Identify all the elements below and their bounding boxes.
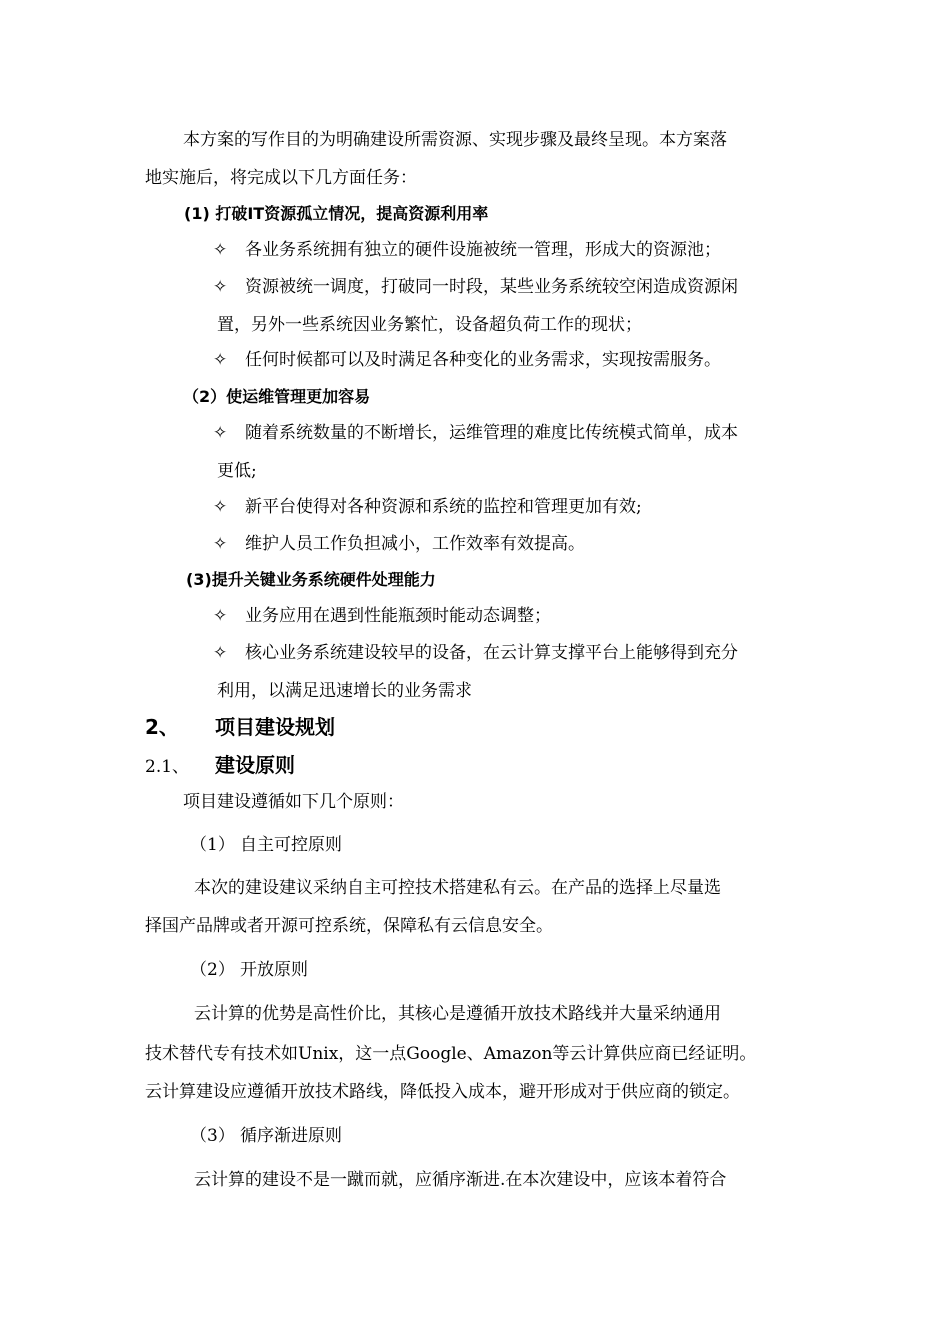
bullet-icon: ✧ — [213, 423, 228, 443]
bullet-icon: ✧ — [213, 606, 228, 626]
section-2-heading: 2、 项目建设规划 — [145, 715, 335, 739]
task1-heading: (1) 打破IT资源孤立情况，提高资源利用率 — [184, 204, 489, 223]
principle-3-heading: （3） 循序渐进原则 — [190, 1126, 342, 1146]
task3-bullet-2-cont: 利用，以满足迅速增长的业务需求 — [217, 681, 472, 701]
task1-bullet-1: ✧ 各业务系统拥有独立的硬件设施被统一管理，形成大的资源池； — [213, 240, 721, 260]
principle-1-line-1: 本次的建设建议采纳自主可控技术搭建私有云。在产品的选择上尽量选 — [194, 878, 721, 898]
task3-bullet-1: ✧ 业务应用在遇到性能瓶颈时能动态调整； — [213, 606, 551, 626]
principle-3-line-1: 云计算的建设不是一蹴而就，应循序渐进.在本次建设中，应该本着符合 — [194, 1170, 727, 1190]
task2-bullet-3: ✧ 维护人员工作负担减小，工作效率有效提高。 — [213, 534, 585, 554]
task2-bullet-1-cont: 更低; — [217, 461, 257, 481]
task1-bullet-2-cont: 置，另外一些系统因业务繁忙，设备超负荷工作的现状； — [217, 315, 642, 335]
principle-2-line-3: 云计算建设应遵循开放技术路线，降低投入成本，避开形成对于供应商的锁定。 — [145, 1082, 740, 1102]
task1-bullet-3: ✧ 任何时候都可以及时满足各种变化的业务需求，实现按需服务。 — [213, 350, 721, 370]
task1-bullet-2: ✧ 资源被统一调度，打破同一时段，某些业务系统较空闲造成资源闲 — [213, 277, 738, 297]
bullet-icon: ✧ — [213, 240, 228, 260]
bullet-icon: ✧ — [213, 534, 228, 554]
task2-bullet-2: ✧ 新平台使得对各种资源和系统的监控和管理更加有效; — [213, 497, 642, 517]
task2-bullet-1: ✧ 随着系统数量的不断增长，运维管理的难度比传统模式简单，成本 — [213, 423, 738, 443]
principle-2-line-2: 技术替代专有技术如Unix，这一点Google、Amazon等云计算供应商已经证明。 — [145, 1044, 757, 1064]
task3-heading: (3)提升关键业务系统硬件处理能力 — [186, 570, 436, 589]
bullet-icon: ✧ — [213, 643, 228, 663]
bullet-icon: ✧ — [213, 497, 228, 517]
bullet-icon: ✧ — [213, 350, 228, 370]
bullet-icon: ✧ — [213, 277, 228, 297]
section-2-1-heading: 2.1、 建设原则 — [145, 753, 295, 777]
principle-2-heading: （2） 开放原则 — [190, 960, 308, 980]
intro-line-2: 地实施后，将完成以下几方面任务： — [145, 168, 417, 188]
principle-1-heading: （1） 自主可控原则 — [190, 835, 342, 855]
task2-heading: （2）使运维管理更加容易 — [183, 387, 371, 406]
principle-1-line-2: 择国产品牌或者开源可控系统，保障私有云信息安全。 — [145, 916, 553, 936]
principle-2-line-1: 云计算的优势是高性价比，其核心是遵循开放技术路线并大量采纳通用 — [194, 1004, 721, 1024]
principles-intro: 项目建设遵循如下几个原则： — [183, 792, 404, 812]
intro-line-1: 本方案的写作目的为明确建设所需资源、实现步骤及最终呈现。本方案落 — [183, 130, 727, 150]
task3-bullet-2: ✧ 核心业务系统建设较早的设备，在云计算支撑平台上能够得到充分 — [213, 643, 738, 663]
